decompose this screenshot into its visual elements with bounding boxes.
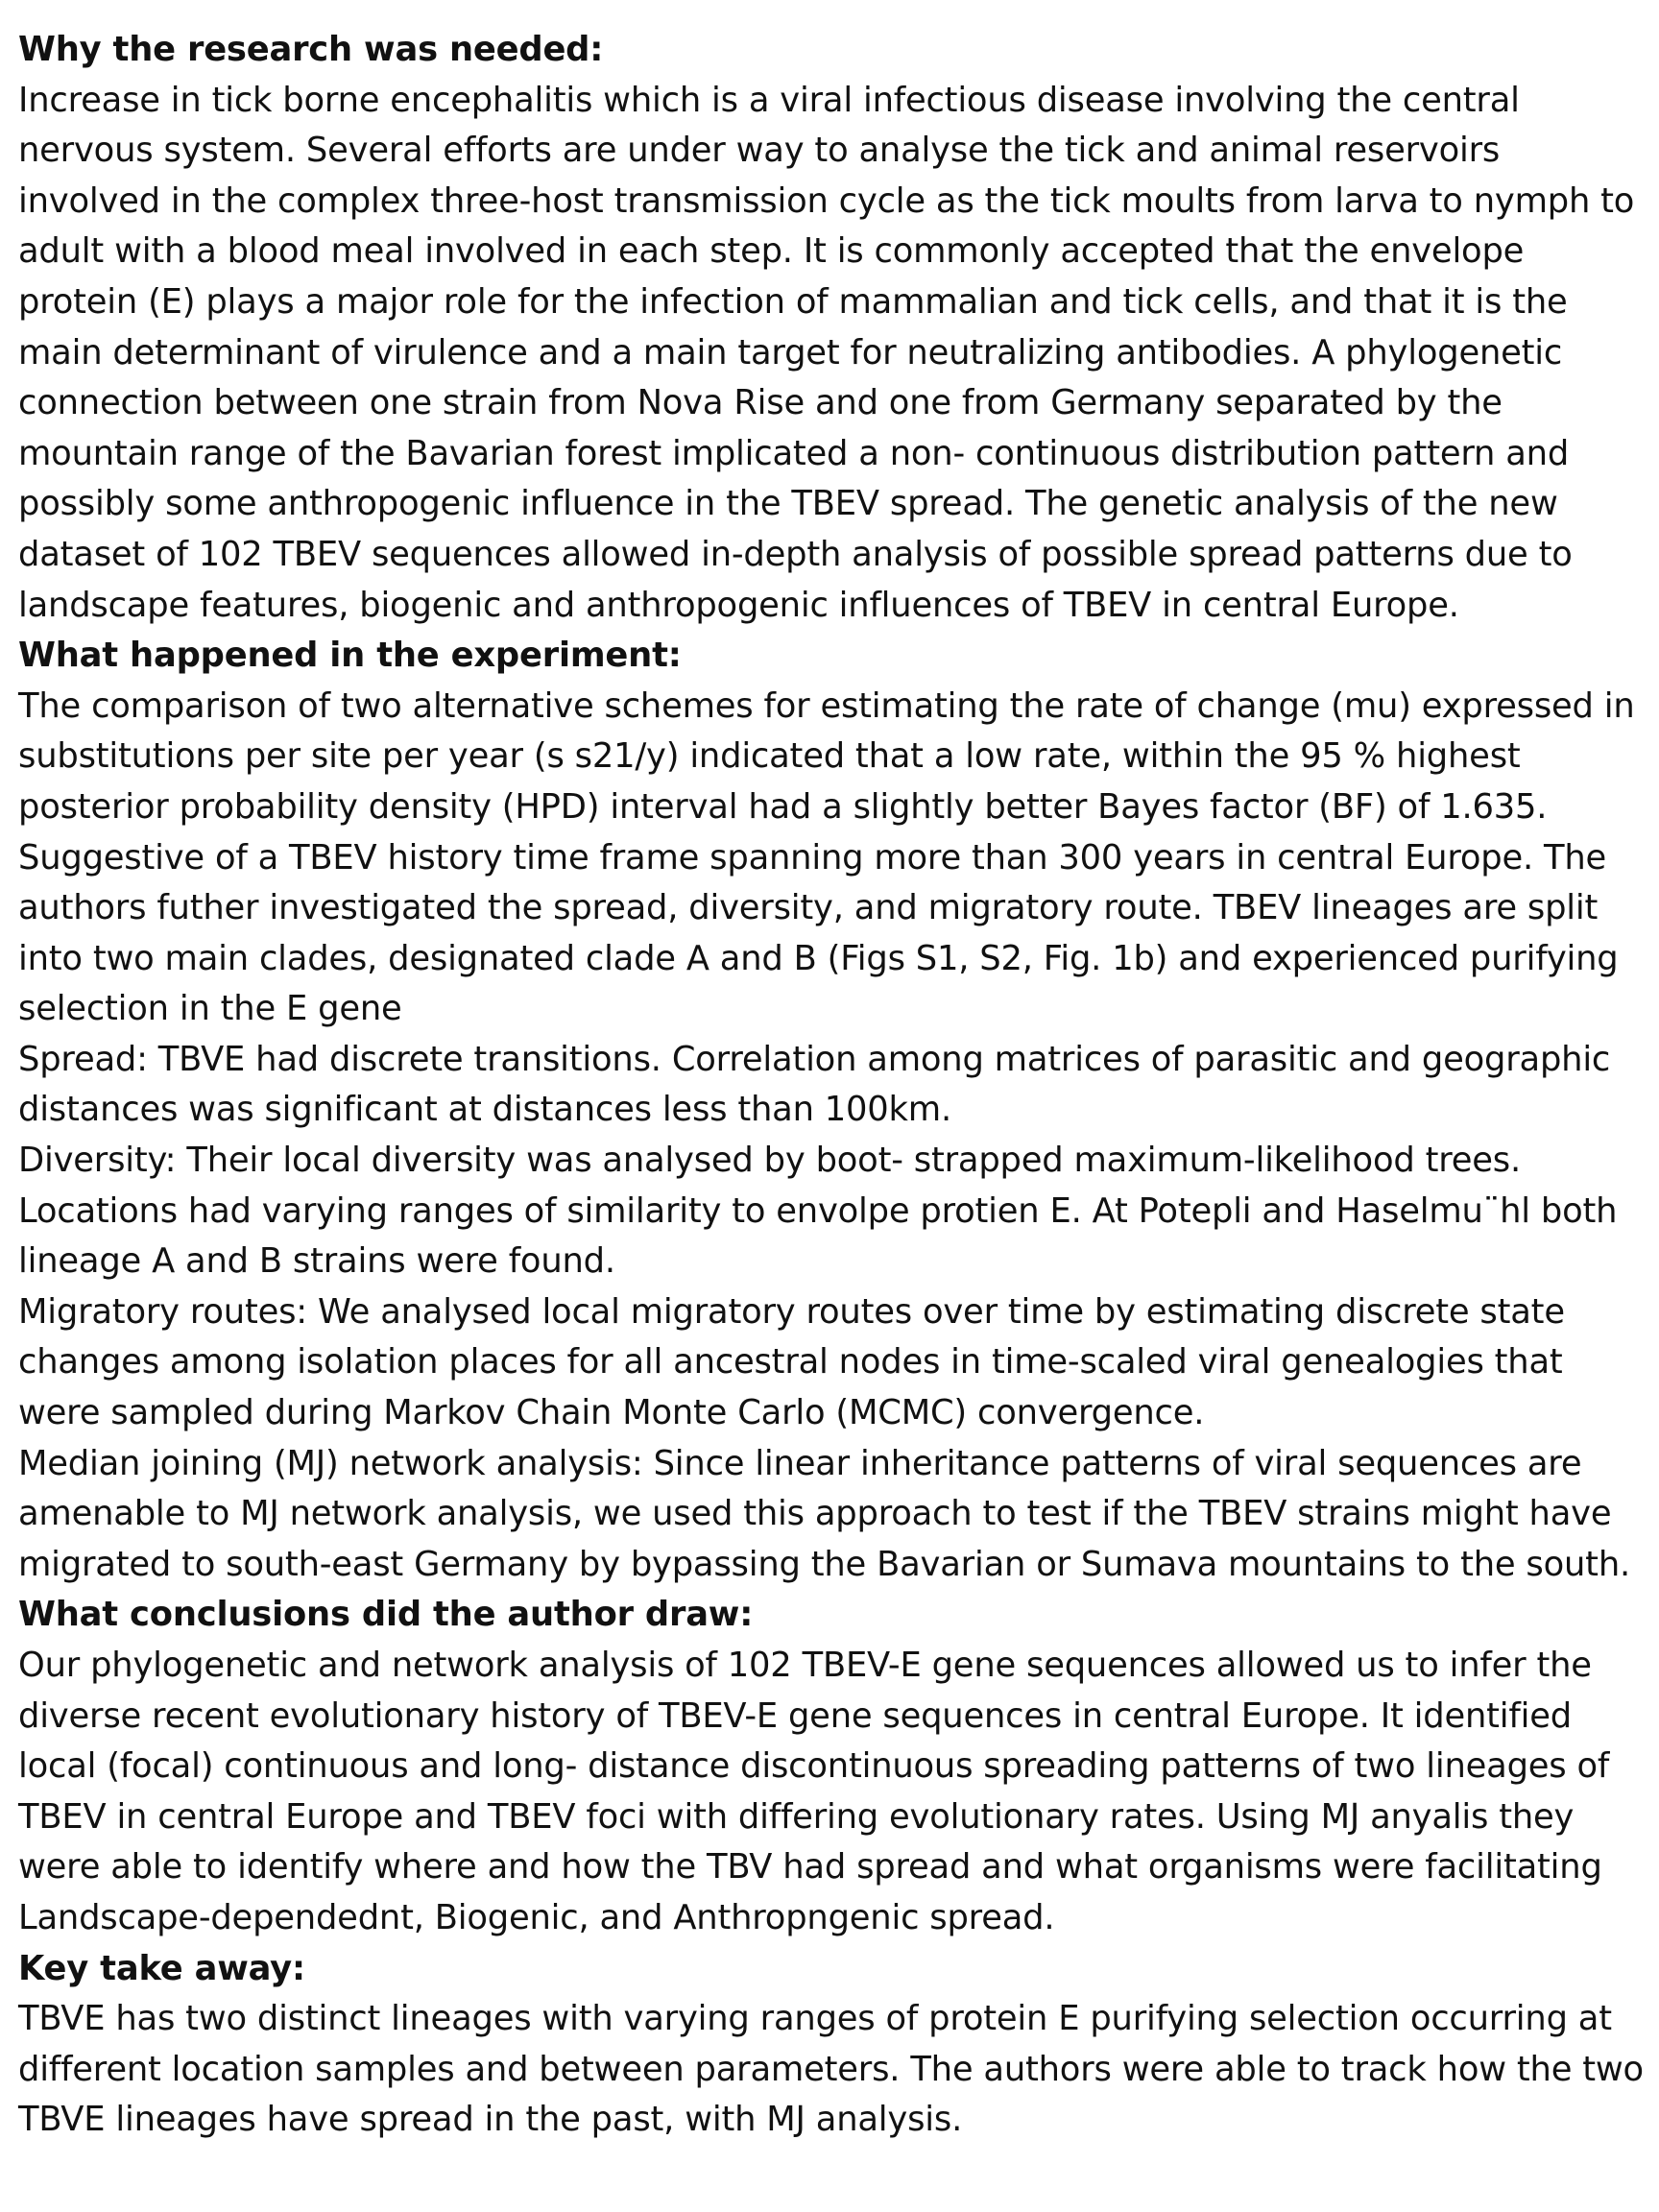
section-heading: What conclusions did the author draw: (18, 1595, 754, 1635)
paragraph: Our phylogenetic and network analysis of 102 TBEV-E gene sequences allowed us to infer the diverse recent evolutionary history of TBEV-E gene sequences in central Europe. It identified local (focal) continuous and long- distance discontinuous spreading patterns of two lineages of TBEV in central Europe and TBEV foci with differing evolutionary rates. Using MJ anyalis they were able to identify where and how the TBV had spread and what organisms were facilitating Landscape-dependednt, Biogenic, and Anthropngenic spread. (18, 1646, 1610, 1937)
paragraph-spread: Spread: TBVE had discrete transitions. Correlation among matrices of parasitic and geographic distances was significant at distances less than 100km. (18, 1039, 1611, 1130)
section-heading: What happened in the experiment: (18, 636, 682, 676)
section-heading: Why the research was needed: (18, 30, 604, 69)
section-why-needed (18, 25, 1650, 631)
paragraph: The comparison of two alternative schemes for estimating the rate of change (mu) expressed in substitutions per site per year (s s21/y) indicated that a low rate, within the 95 % highest posterior probability density (HPD) interval had a slightly better Bayes factor (BF) of 1.635. Suggestive of a TBEV history time frame spanning more than 300 years in central Europe. The authors futher investigated the spread, diversity, and migratory route. TBEV lineages are split into two main clades, designated clade A and B (Figs S1, S2, Fig. 1b) and experienced purifying selection in the E gene (18, 685, 1635, 1029)
paragraph: TBVE has two distinct lineages with varying ranges of protein E purifying selection occurring at different location samples and between parameters. The authors were able to track how the two TBVE lineages have spread in the past, with MJ analysis. (18, 1999, 1644, 2140)
section-key-takeaway (18, 1944, 1650, 2146)
paragraph: Increase in tick borne encephalitis which is a viral infectious disease involving the central nervous system. Several efforts are under way to analyse the tick and animal reservoirs involved in the complex three-host transmission cycle as the tick moults from larva to nymph to adult with a blood meal involved in each step. It is commonly accepted that the envelope protein (E) plays a major role for the infection of mammalian and tick cells, and that it is the main determinant of virulence and a main target for neutralizing antibodies. A phylogenetic connection between one strain from Nova Rise and one from Germany separated by the mountain range of the Bavarian forest implicated a non- continuous distribution pattern and possibly some anthropogenic influence in the TBEV spread. The genetic analysis of the new dataset of 102 TBEV sequences allowed in-depth analysis of possible spread patterns due to landscape features, biogenic and anthropogenic influences of TBEV in central Europe. (18, 80, 1635, 625)
section-experiment (18, 631, 1650, 1590)
paragraph-migratory-routes: Migratory routes: We analysed local migratory routes over time by estimating discrete state changes among isolation places for all ancestral nodes in time-scaled viral genealogies that were sampled during Markov Chain Monte Carlo (MCMC) convergence. (18, 1291, 1565, 1433)
paragraph-diversity: Diversity: Their local diversity was analysed by boot- strapped maximum-likelihood trees. Locations had varying ranges of similarity to envolpe protien E. At Potepli and Haselmu¨hl both lineage A and B strains were found. (18, 1141, 1618, 1282)
section-heading: Key take away: (18, 1948, 305, 1988)
paragraph-mj-network: Median joining (MJ) network analysis: Since linear inheritance patterns of viral sequences are amenable to MJ network analysis, we used this approach to test if the TBEV strains might have migrated to south-east Germany by bypassing the Bavarian or Sumava mountains to the south. (18, 1443, 1631, 1584)
document-page (18, 25, 1650, 2146)
section-conclusions (18, 1590, 1650, 1943)
